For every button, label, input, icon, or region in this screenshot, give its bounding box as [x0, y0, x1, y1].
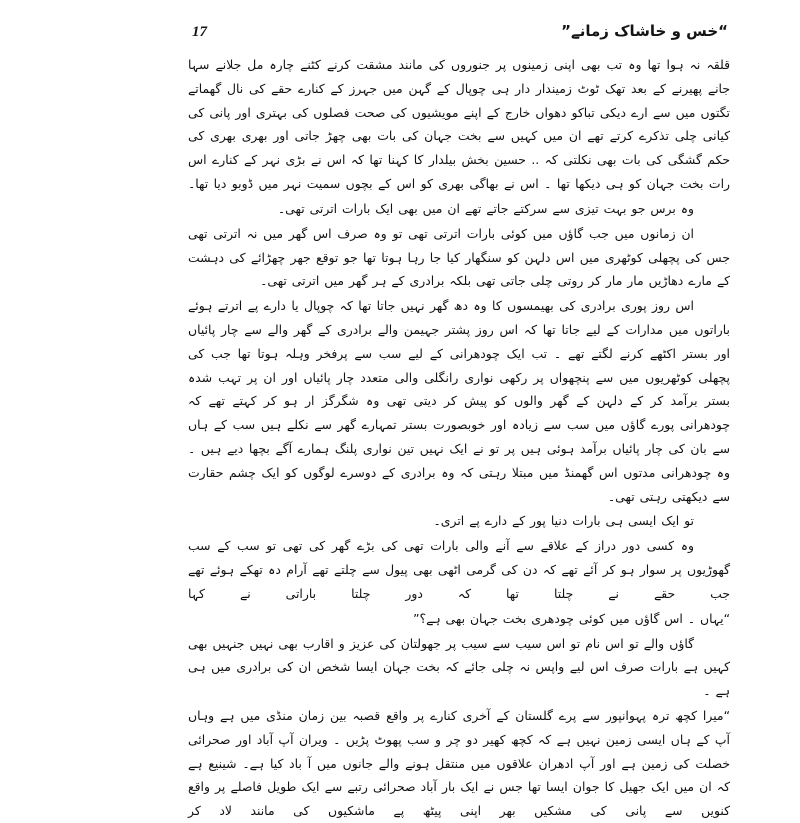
page-body [188, 53, 730, 823]
dialogue-line: “یہاں ۔ اس گاؤں میں کوئی چودھری بخت جہان بھی ہے؟” [413, 610, 730, 626]
paragraph: قلقہ نہ ہوا تھا وہ تب بھی اپنی زمینوں پر جنوروں کی مانند مشقت کرنے کٹنے چارہ مل جلانے سہا جانے پھیرنے کے بعد تھک ٹوٹ زمیندار دار ہی چوپال کے گہن میں جہرز کے کنارے حقے کی نال گھماتے تگتوں میں سے ارے دیکی تباکو دھواں خارج کے اپنے مویشیوں کی صحت فصلوں کی بہتری اور پانی کی کیانی چلی تذکرے کرتے تھے ان میں کہیں سے بخت جہان کی بات بھی چھڑ جاتی اور بھری بھری کی حکم گشگی کی بات بھی نکلتی کہ .. حسین بخش بیلدار کا کہنا تھا کہ اس نے بڑی نہر کے کنارے اس رات بخت جہان کو ہی دیکھا تھا ۔ اس نے بھاگی بھری کو اس کے بچوں سمیت نہر میں ڈوبو دیا تھا۔ [188, 57, 730, 192]
page-number: 17 [192, 24, 207, 40]
dialogue-paragraph: “میرا کچھ ترہ پہوانپور سے پرے گلستان کے آخری کنارے پر واقع قصبہ بین زمان منڈی میں ہے وہاں آپ کے ہاں ایسی زمین نہیں ہے کہ کچھ کھیر دو چر و سب پھوٹ پڑیں ۔ ویران آپ آباد اور صحرائی خصلت کی زمین ہے اور آپ ادھران علاقوں میں منتقل ہونے والے جانوں میں آ باد کیا ہے۔ شینیع ہے کہ ان میں ایک جھیل کا جوان ایسا تھا جس نے ایک بار آباد صحرائی رتبے سے ایک طویل فاصلے پر واقع کنویں سے پانی کی مشکیں بھر اپنی پیٹھ پے ماشکیوں کی مانند لاد کر [188, 707, 730, 819]
paragraph: وہ برس جو بہت تیزی سے سرکتے جاتے تھے ان میں بھی ایک بارات اترتی تھی۔ [277, 200, 694, 216]
paragraph: اس روز پوری برادری کی بھیمسوں کا وہ دھ گھر نہیں جاتا تھا کہ چوپال یا دارے پے اترتے ہوئے باراتوں میں مدارات کے لیے جاتا تھا کہ اس روز پشتر جہیمن والے برادری کے گھر والے سے چار پائیاں اور بستر اکٹھے کرنے لگتے تھے ۔ تب ایک چودھرانی کے لیے سب سے پرفخر وہلہ ہوتا تھا جب کی پچھلی کوٹھریوں میں سے پنچھواں پر رکھی نواری رانگلی والی متعدد چار پائیاں اور ان پر تہب شدہ بستر برآمد کر کے دلہن کے گھر والوں کو پیش کر دیتی تھی وہ شگرگز ار ہو کر کہتے تھے کہ چودھرانی پورے گاؤں میں سب سے زیادہ اور خوبصورت بستر تمہارے گھر سے نکلے ہیں سب کے ہاں سے بان کی چار پائیاں برآمد ہوئی ہیں پر تو نے ایک نہیں تین نواری پلنگ ہمارے آگے بچھا دیے ہیں ۔ وہ چودھرانی مدتوں اس گھمنڈ میں مبتلا رہتی کہ وہ برادری کے دوسرے لوگوں کو ایک چشم حقارت سے دیکھتی رہتی تھی۔ [188, 298, 730, 504]
paragraph: تو ایک ایسی ہی بارات دنیا پور کے دارے پے اتری۔ [433, 513, 694, 529]
paragraph: ان زمانوں میں جب گاؤں میں کوئی بارات اترتی تھی تو وہ صرف اس گھر میں نہ اترتی تھی جس کی پچھلی کوٹھری میں اس دلہن کو سنگھار کیا جا رہا ہوتا تھا جو توقع جھر چھڑائے کی دہشت کے مارے دھاڑیں مار مار کر روتی چلی جاتی تھی بلکہ برادری کے ہر گھر میں اترتی تھی۔ [188, 225, 730, 289]
page-header [188, 22, 730, 41]
paragraph: وہ کسی دور دراز کے علاقے سے آنے والی بارات تھی کی بڑے گھر کی تھی تو سب کے سب گھوڑیوں پر سوار ہو کر آئے تھے کہ دن کی گرمی اٹھی بھی پیول سے چلتے تھے آرام دہ تھکے ہوئے تھے جب حقے نے چلتا تھا کہ دور چلتا باراتی نے کہا [188, 538, 730, 601]
book-title: “خس و خاشاک زمانے” [561, 22, 728, 40]
paragraph: گاؤں والے تو اس نام تو اس سیب سے سیب پر جھولتان کی عزیز و اقارب بھی نہیں جنہیں بھی کہیں ہے بارات صرف اس لیے واپس نہ چلی جائے کہ بخت جہان ایسا شخص ان کی برادری میں ہی ہے ۔ [188, 635, 730, 699]
